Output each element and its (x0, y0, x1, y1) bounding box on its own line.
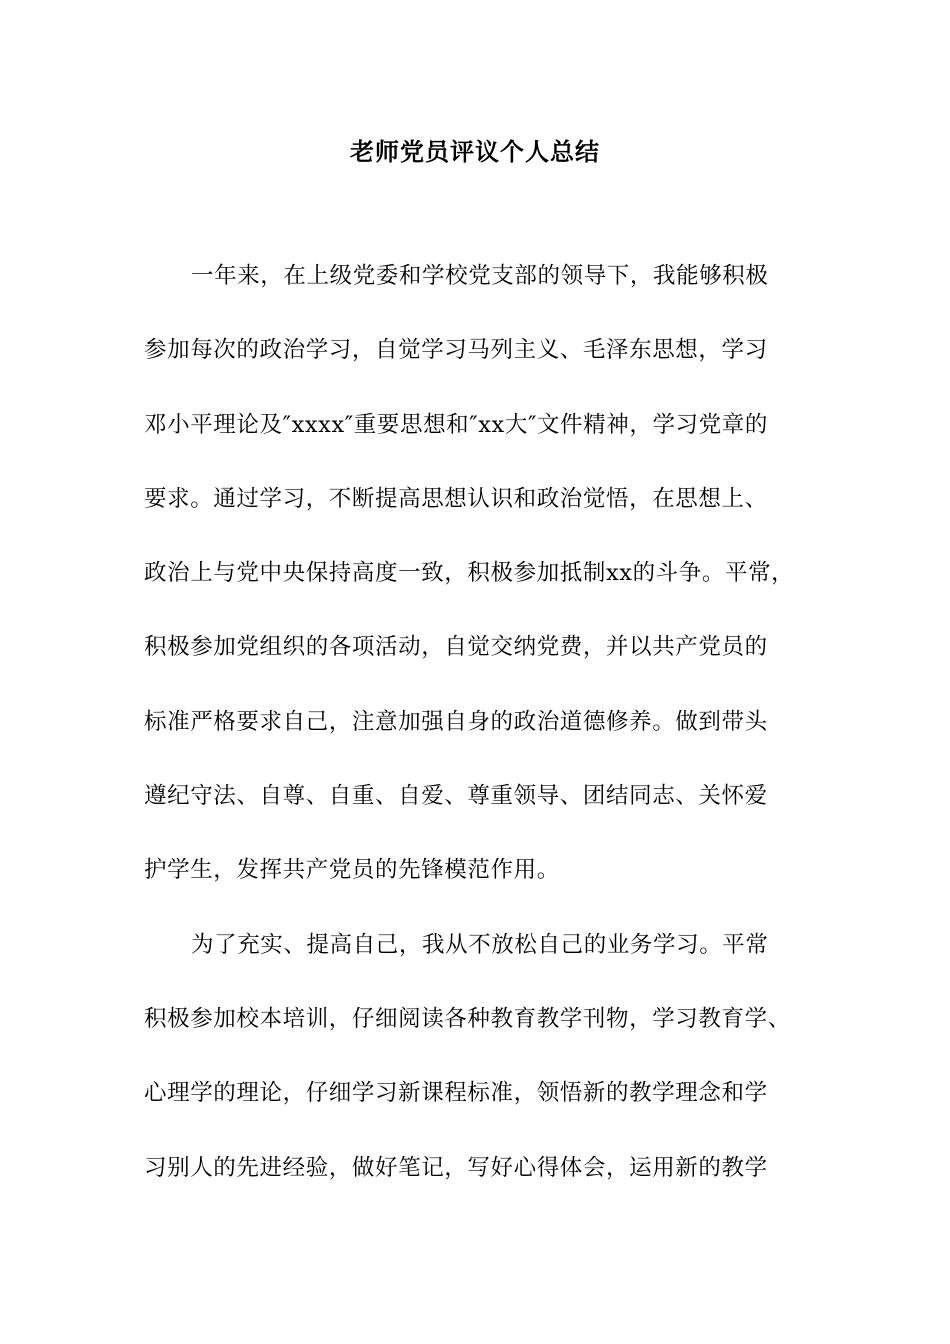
text-line: 习别人的先进经验，做好笔记，写好心得体会，运用新的教学 (144, 1154, 768, 1181)
text-line: 积极参加校本培训，仔细阅读各种教育教学刊物，学习教育学、 (144, 1005, 791, 1032)
text-line: 邓小平理论及″xxxx″重要思想和″xx大″文件精神，学习党章的 (144, 411, 768, 438)
text-line: 护学生，发挥共产党员的先锋模范作用。 (144, 857, 560, 884)
text-line: 积极参加党组织的各项活动，自觉交纳党费，并以共产党员的 (144, 634, 768, 661)
text-line: 政治上与党中央保持高度一致，积极参加抵制xx的斗争。平常， (144, 560, 795, 587)
paragraph-2 (144, 925, 844, 1222)
text-line: 为了充实、提高自己，我从不放松自己的业务学习。平常 (191, 931, 769, 958)
text-line: 要求。通过学习，不断提高思想认识和政治觉悟，在思想上、 (144, 485, 768, 512)
text-line: 标准严格要求自己，注意加强自身的政治道德修养。做到带头 (144, 708, 768, 735)
paragraph-1 (144, 256, 844, 925)
text-line: 一年来，在上级党委和学校党支部的领导下，我能够积极 (191, 263, 769, 289)
text-line: 心理学的理论，仔细学习新课程标准，领悟新的教学理念和学 (144, 1080, 768, 1107)
text-line: 参加每次的政治学习，自觉学习马列主义、毛泽东思想，学习 (144, 337, 768, 364)
document-body (144, 256, 844, 1222)
document-title: 老师党员评议个人总结 (350, 138, 600, 166)
text-line: 遵纪守法、自尊、自重、自爱、尊重领导、团结同志、关怀爱 (144, 783, 768, 810)
